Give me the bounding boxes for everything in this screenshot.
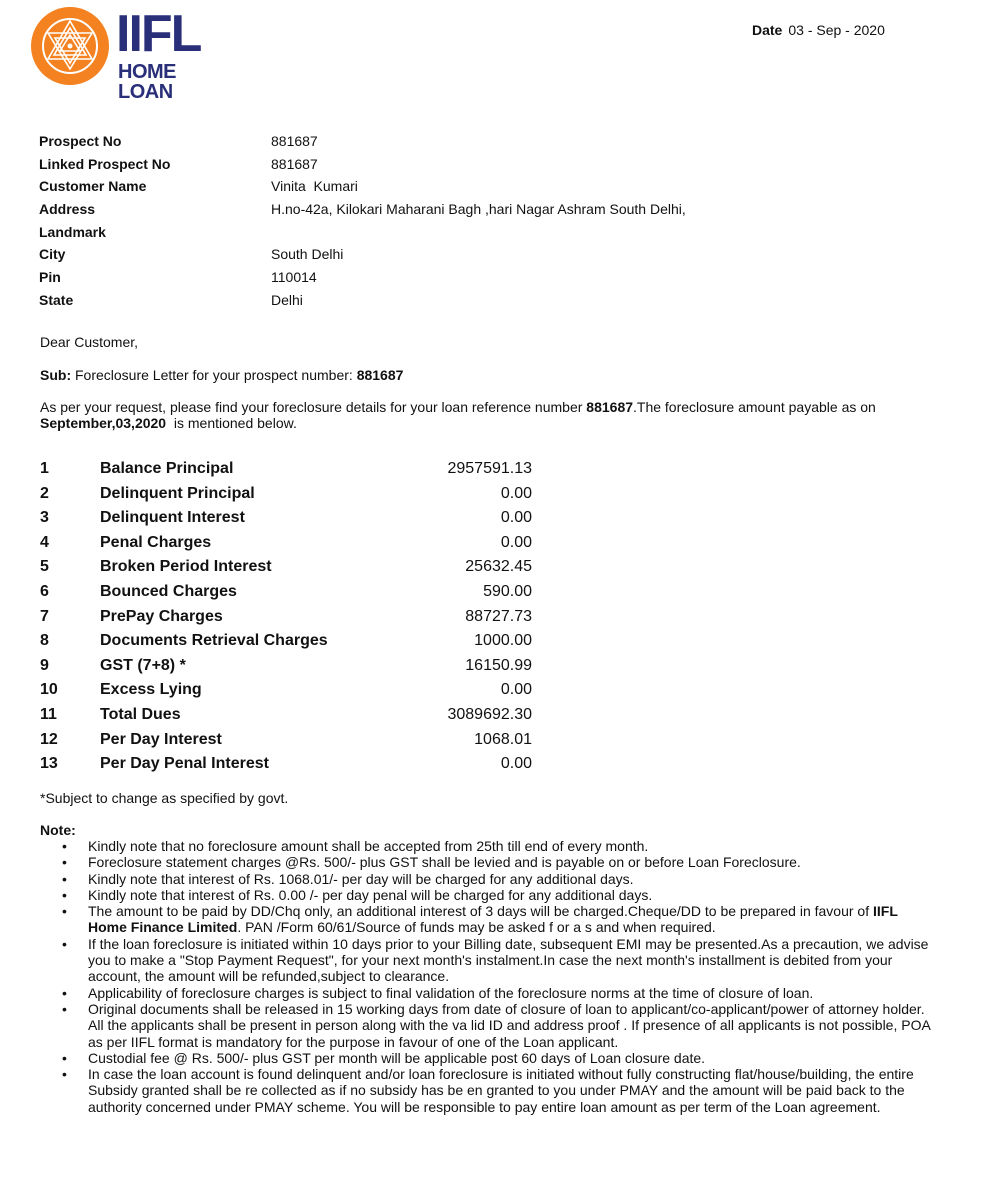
due-label: Per Day Penal Interest <box>100 755 269 773</box>
due-amount: 3089692.30 <box>447 705 532 723</box>
intro-paragraph <box>40 399 940 431</box>
info-value: 881687 <box>271 155 318 172</box>
due-label: GST (7+8) * <box>100 656 186 674</box>
intro-text: As per your request, please find your foreclosure details for your loan reference number <box>40 399 587 415</box>
due-amount: 590.00 <box>483 582 532 600</box>
intro-text: is mentioned below. <box>166 415 297 431</box>
due-row <box>40 555 540 580</box>
due-number: 13 <box>40 755 58 773</box>
due-amount: 16150.99 <box>465 656 532 674</box>
note-item: • In case the loan account is found delinquent and/or loan foreclosure is initiated without fully constructing flat/house/building, the entire Subsidy granted shall be re collected as if no subsidy has be en granted to you under PMAY and the amount will be paid back to the authority concerned under PMAY scheme. You will be responsible to pay entire loan amount as per term of the Loan agreement. <box>40 1066 940 1115</box>
info-value: Vinita Kumari <box>271 178 358 195</box>
due-amount: 0.00 <box>500 484 532 502</box>
due-amount: 0.00 <box>500 533 532 551</box>
note-item: • Kindly note that interest of Rs. 0.00 /- per day penal will be charged for any additional days. <box>40 887 940 903</box>
due-row <box>40 482 540 507</box>
note-item: • Custodial fee @ Rs. 500/- plus GST per month will be applicable post 60 days of Loan closure date. <box>40 1050 940 1066</box>
note-item: • Kindly note that interest of Rs. 1068.01/- per day will be charged for any additional days. <box>40 871 940 887</box>
intro-loan-reference: 881687 <box>586 399 634 415</box>
info-label: Pin <box>39 269 61 286</box>
due-number: 8 <box>40 632 49 650</box>
due-amount: 0.00 <box>500 755 532 773</box>
due-label: Delinquent Interest <box>100 509 245 527</box>
info-value: South Delhi <box>271 246 344 263</box>
due-label: Total Dues <box>100 705 181 723</box>
due-amount: 25632.45 <box>465 558 532 576</box>
due-row <box>40 752 540 777</box>
info-label: State <box>39 291 74 308</box>
due-label: Excess Lying <box>100 681 202 699</box>
due-row <box>40 654 540 679</box>
letter-date <box>752 22 885 38</box>
note-text: The amount to be paid by DD/Chq only, an additional interest of 3 days will be charged.Cheque/DD to be prepared in favour of <box>88 903 873 920</box>
due-number: 5 <box>40 558 49 576</box>
info-value: 881687 <box>271 133 318 149</box>
due-amount: 88727.73 <box>465 607 532 625</box>
notes-title: Note: <box>40 822 76 838</box>
info-label: Linked Prospect No <box>39 155 171 172</box>
logo-brand-text: IIFL <box>116 5 201 63</box>
note-item: • If the loan foreclosure is initiated within 10 days prior to your Billing date, subsequent EMI may be presented.As a precaution, we advise you to make a "Stop Payment Request", for your next month's instalment.In case the next month's installment is debited from your account, the amount will be refunded,subject to clearance. <box>40 936 940 985</box>
due-row <box>40 678 540 703</box>
due-row <box>40 703 540 728</box>
due-row <box>40 531 540 556</box>
due-label: Bounced Charges <box>100 582 237 600</box>
due-number: 7 <box>40 607 49 625</box>
due-row <box>40 580 540 605</box>
due-number: 11 <box>40 705 57 723</box>
info-label: Landmark <box>39 223 106 240</box>
note-text: . PAN /Form 60/61/Source of funds may be asked f or a s and when required. <box>237 919 716 936</box>
note-item: • Foreclosure statement charges @Rs. 500/- plus GST shall be levied and is payable on or before Loan Foreclosure. <box>40 854 940 870</box>
due-number: 1 <box>40 460 49 477</box>
note-item: • Original documents shall be released in 15 working days from date of closure of loan to applicant/co-applicant/power of attorney holder. All the applicants shall be present in person along with the va lid ID and address proof . If presence of all applicants is not possible, POA as per IIFL format is mandatory for the purpose in favour of one of the Loan applicant. <box>40 1001 940 1050</box>
due-label: Per Day Interest <box>100 730 222 748</box>
due-label: Broken Period Interest <box>100 558 272 576</box>
logo-subtitle-text: HOME LOAN <box>118 61 176 103</box>
intro-text: .The foreclosure amount payable as on <box>633 399 876 415</box>
due-row <box>40 629 540 654</box>
due-number: 4 <box>40 533 49 551</box>
due-label: Penal Charges <box>100 533 212 551</box>
due-amount: 1000.00 <box>474 632 532 650</box>
due-row <box>40 728 540 753</box>
due-number: 9 <box>40 656 49 674</box>
note-item: • Kindly note that no foreclosure amount shall be accepted from 25th till end of every month. <box>40 838 940 854</box>
sri-yantra-logo-icon <box>30 6 110 86</box>
info-value: 110014 <box>271 269 317 286</box>
foreclosure-dues-table <box>40 457 540 777</box>
note-company-name: IIFL Home Finance Limited <box>88 903 898 936</box>
due-number: 3 <box>40 509 49 527</box>
info-label: Prospect No <box>39 133 122 149</box>
subject-line <box>40 367 403 383</box>
due-label: Documents Retrieval Charges <box>100 632 328 650</box>
due-amount: 0.00 <box>500 681 532 699</box>
due-number: 10 <box>40 681 58 699</box>
info-label: Customer Name <box>39 178 147 195</box>
info-label: City <box>39 246 66 263</box>
salutation: Dear Customer, <box>40 334 139 350</box>
date-label: Date <box>752 22 783 38</box>
due-label: Delinquent Principal <box>100 484 255 502</box>
date-value: 03 - Sep - 2020 <box>788 22 885 38</box>
due-row <box>40 605 540 630</box>
due-label: Balance Principal <box>100 460 234 477</box>
info-value: H.no-42a, Kilokari Maharani Bagh ,hari Nagar Ashram South Delhi, <box>271 201 686 218</box>
due-number: 12 <box>40 730 58 748</box>
due-amount: 2957591.13 <box>447 460 532 477</box>
due-amount: 0.00 <box>500 509 532 527</box>
due-number: 6 <box>40 582 49 600</box>
due-row <box>40 506 540 531</box>
due-row <box>40 457 540 482</box>
subject-prospect-number: 881687 <box>356 367 404 383</box>
subject-label: Sub: <box>40 367 72 383</box>
subject-to-change-note: *Subject to change as specified by govt. <box>40 790 289 806</box>
due-number: 2 <box>40 484 49 502</box>
subject-text: Foreclosure Letter for your prospect number: <box>71 367 357 383</box>
info-value: Delhi <box>271 291 303 308</box>
note-item: • Applicability of foreclosure charges is subject to final validation of the foreclosure norms at the time of closure of loan. <box>40 985 940 1001</box>
company-logo <box>30 5 230 103</box>
due-label: PrePay Charges <box>100 607 223 625</box>
note-item <box>40 903 940 936</box>
due-amount: 1068.01 <box>474 730 532 748</box>
info-label: Address <box>39 201 96 218</box>
intro-date: September,03,2020 <box>40 415 167 431</box>
notes-list <box>40 838 940 1115</box>
